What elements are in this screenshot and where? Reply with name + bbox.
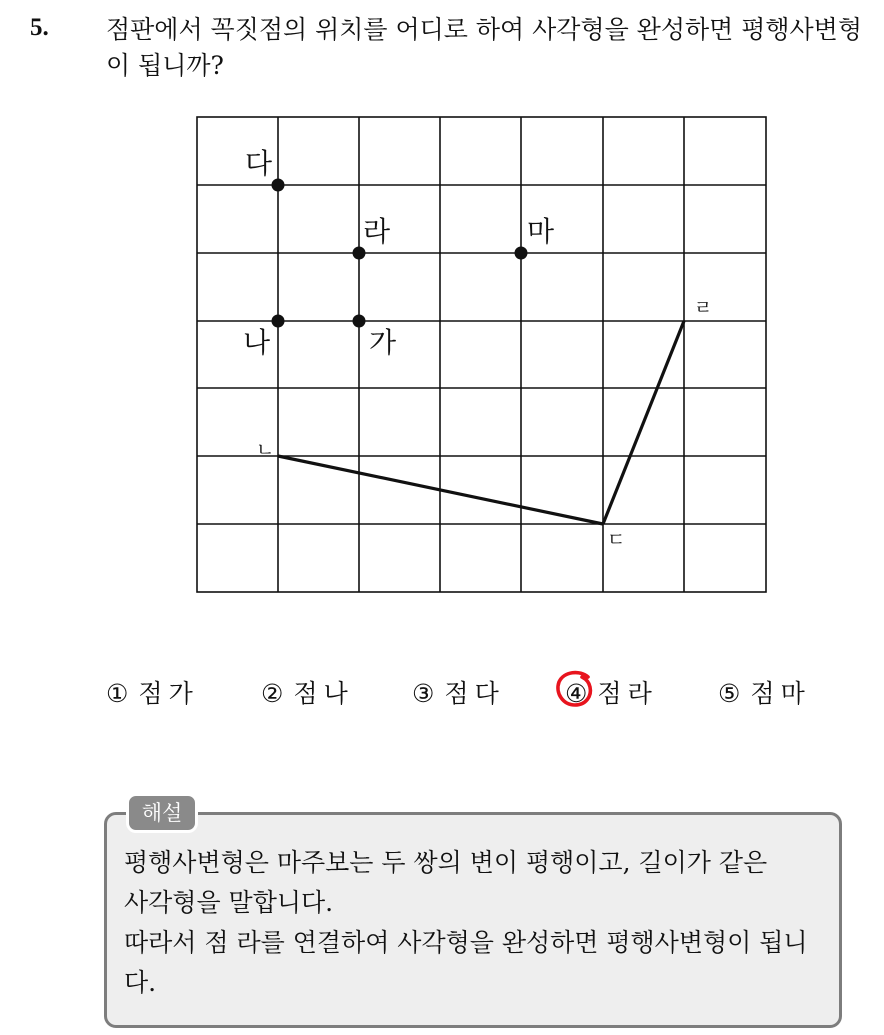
point-ma xyxy=(515,247,528,260)
choice-2-label: 점나 xyxy=(293,679,354,708)
label-ga: 가 xyxy=(369,326,397,359)
choice-5-label: 점마 xyxy=(750,679,811,708)
choice-4[interactable] xyxy=(565,674,658,710)
question-number: 5. xyxy=(30,14,49,41)
label-na: 나 xyxy=(243,326,271,359)
vertex-label-rieul: ㄹ xyxy=(694,297,713,319)
label-da: 다 xyxy=(245,147,273,180)
answer-choices xyxy=(106,674,846,714)
explanation-line: 다. xyxy=(124,968,157,997)
vertex-label-nieun: ㄴ xyxy=(256,439,275,461)
point-ra xyxy=(353,247,366,260)
choice-4-label: 점라 xyxy=(597,679,658,708)
choice-2[interactable] xyxy=(261,674,354,710)
choice-1[interactable] xyxy=(106,674,199,710)
choice-5[interactable] xyxy=(718,674,811,710)
segment-digeut-rieul xyxy=(603,321,684,524)
choice-4-mark: ④ xyxy=(565,679,588,708)
explanation-tag: 해설 xyxy=(126,793,198,833)
choice-5-mark: ⑤ xyxy=(718,679,741,708)
label-ra: 라 xyxy=(363,215,391,248)
label-ma: 마 xyxy=(527,215,555,248)
explanation-text xyxy=(124,843,836,1003)
choice-3[interactable] xyxy=(412,674,505,710)
choice-1-label: 점가 xyxy=(138,679,199,708)
point-da xyxy=(272,179,285,192)
choice-3-label: 점다 xyxy=(444,679,505,708)
point-na xyxy=(272,315,285,328)
point-ga xyxy=(353,315,366,328)
choice-1-mark: ① xyxy=(106,679,129,708)
explanation-line: 사각형을 말합니다. xyxy=(124,888,334,917)
choice-3-mark: ③ xyxy=(412,679,435,708)
vertex-label-digeut: ㄷ xyxy=(607,529,626,551)
explanation-line: 따라서 점 라를 연결하여 사각형을 완성하면 평행사변형이 됩니 xyxy=(124,928,808,957)
choice-2-mark: ② xyxy=(261,679,284,708)
question-text: 점판에서 꼭짓점의 위치를 어디로 하여 사각형을 완성하면 평행사변형이 됩니까? xyxy=(106,15,862,80)
explanation-line: 평행사변형은 마주보는 두 쌍의 변이 평행이고, 길이가 같은 xyxy=(124,848,768,877)
